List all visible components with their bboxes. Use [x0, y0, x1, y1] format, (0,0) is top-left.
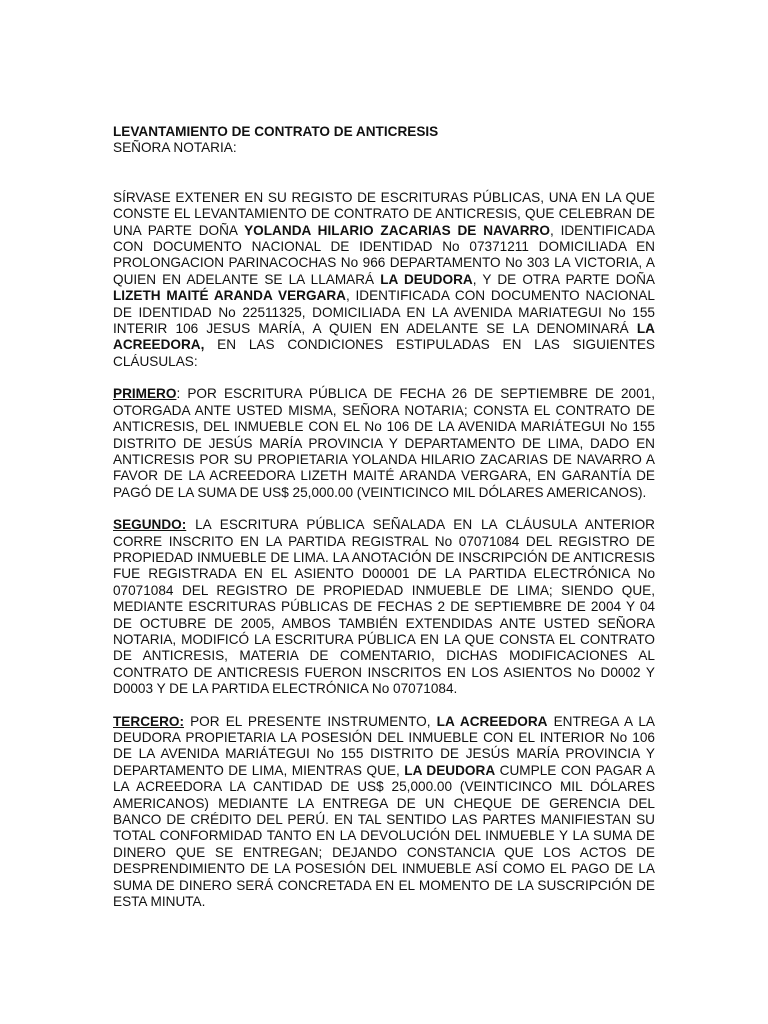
document-title: LEVANTAMIENTO DE CONTRATO DE ANTICRESIS: [113, 124, 439, 139]
clause-tercero-creditor-role: LA ACREEDORA: [436, 713, 548, 729]
clause-primero-label: PRIMERO: [113, 386, 177, 402]
intro-text-5: EN LAS CONDICIONES ESTIPULADAS EN LAS SIGUIENTES CLÁUSULAS:: [113, 337, 655, 369]
salutation: SEÑORA NOTARIA:: [113, 140, 237, 156]
clause-tercero-text-2: ENTREGA A LA DEUDORA PROPIETARIA LA POSESIÓN DEL INMUEBLE CON EL INTERIOR No 106 DE LA AVENIDA MARIÁTEGUI No 155 DISTRITO DE JESÚS MARÍA PROVINCIA Y DEPARTAMENTO DE LIMA, MIENTRAS QUE,: [113, 713, 656, 778]
intro-paragraph: [113, 190, 655, 370]
creditor-name: LIZETH MAITÉ ARANDA VERGARA: [113, 288, 346, 304]
intro-text-2: , IDENTIFICADA CON DOCUMENTO NACIONAL DE IDENTIDAD No 07371211 DOMICILIADA EN PROLONGACION PARINACOCHAS No 966 DEPARTAMENTO No 303 LA VICTORIA, A QUIEN EN ADELANTE SE LA LLAMARÁ: [113, 222, 655, 287]
clause-tercero: [113, 714, 655, 911]
clause-tercero-text-3: CUMPLE CON PAGAR A LA ACREEDORA LA CANTIDAD DE US$ 25,000.00 (VEINTICINCO MIL DÓLARES AMERICANOS) MEDIANTE LA ENTREGA DE UN CHEQUE DE GERENCIA DEL BANCO DE CRÉDITO DEL PERÚ. EN TAL SENTIDO LAS PARTES MANIFIESTAN SU TOTAL CONFORMIDAD TANTO EN LA DEVOLUCIÓN DEL INMUEBLE Y LA SUMA DE DINERO QUE SE ENTREGAN; DEJANDO CONSTANCIA QUE LOS ACTOS DE DESPRENDIMIENTO DE LA POSESIÓN DEL INMUEBLE ASÍ COMO EL PAGO DE LA SUMA DE DINERO SERÁ CONCRETADA EN EL MOMENTO DE LA SUSCRIPCIÓN DE ESTA MINUTA.: [113, 762, 655, 910]
clause-segundo: [113, 517, 655, 697]
intro-text-4: , IDENTIFICADA CON DOCUMENTO NACIONAL DE IDENTIDAD No 22511325, DOMICILIADA EN LA AVENIDA MARIATEGUI No 155 INTERIR 106 JESUS MARÍA, A QUIEN EN ADELANTE SE LA DENOMINARÁ: [113, 288, 655, 337]
clause-primero-text: : POR ESCRITURA PÚBLICA DE FECHA 26 DE SEPTIEMBRE DE 2001, OTORGADA ANTE USTED MISMA, SEÑORA NOTARIA; CONSTA EL CONTRATO DE ANTICRESIS, DEL INMUEBLE CON EL No 106 DE LA AVENIDA MARIÁTEGUI No 155 DISTRITO DE JESÚS MARÍA PROVINCIA Y DEPARTAMENTO DE LIMA, DADO EN ANTICRESIS POR SU PROPIETARIA YOLANDA HILARIO ZACARIAS DE NAVARRO A FAVOR DE LA ACREEDORA LIZETH MAITÉ ARANDA VERGARA, EN GARANTÍA DE PAGÓ DE LA SUMA DE US$ 25,000.00 (VEINTICINCO MIL DÓLARES AMERICANOS).: [113, 386, 655, 500]
clause-primero: [113, 386, 655, 501]
intro-text-1: SÍRVASE EXTENER EN SU REGISTO DE ESCRITURAS PÚBLICAS, UNA EN LA QUE CONSTE EL LEVANTAMIENTO DE CONTRATO DE ANTICRESIS, QUE CELEBRAN DE UNA PARTE DOÑA: [113, 189, 655, 238]
clause-segundo-text: LA ESCRITURA PÚBLICA SEÑALADA EN LA CLÁUSULA ANTERIOR CORRE INSCRITO EN LA PARTIDA REGISTRAL No 07071084 DEL REGISTRO DE PROPIEDAD INMUEBLE DE LIMA. LA ANOTACIÓN DE INSCRIPCIÓN DE ANTICRESIS FUE REGISTRADA EN EL ASIENTO D00001 DE LA PARTIDA ELECTRÓNICA No 07071084 DEL REGISTRO DE PROPIEDAD INMUEBLE DE LIMA; SIENDO QUE, MEDIANTE ESCRITURAS PÚBLICAS DE FECHAS 2 DE SEPTIEMBRE DE 2004 Y 04 DE OCTUBRE DE 2005, AMBOS TAMBIÉN EXTENDIDAS ANTE USTED SEÑORA NOTARIA, MODIFICÓ LA ESCRITURA PÚBLICA EN LA QUE CONSTA EL CONTRATO DE ANTICRESIS, MATERIA DE COMENTARIO, DICHAS MODIFICACIONES AL CONTRATO DE ANTICRESIS FUERON INSCRITOS EN LOS ASIENTOS No D0002 Y D0003 Y DE LA PARTIDA ELECTRÓNICA No 07071084.: [113, 517, 655, 697]
clause-tercero-label: TERCERO:: [113, 713, 184, 729]
debtor-role: LA DEUDORA: [380, 271, 473, 287]
clause-tercero-debtor-role: LA DEUDORA: [404, 762, 496, 778]
clause-segundo-label: SEGUNDO:: [113, 517, 187, 533]
intro-text-3: , Y DE OTRA PARTE DOÑA: [472, 271, 655, 287]
debtor-name: YOLANDA HILARIO ZACARIAS DE NAVARRO: [244, 222, 550, 238]
creditor-role: LA ACREEDORA,: [113, 321, 655, 353]
clause-tercero-text-1: POR EL PRESENTE INSTRUMENTO,: [184, 713, 437, 729]
document-page: [113, 124, 655, 926]
